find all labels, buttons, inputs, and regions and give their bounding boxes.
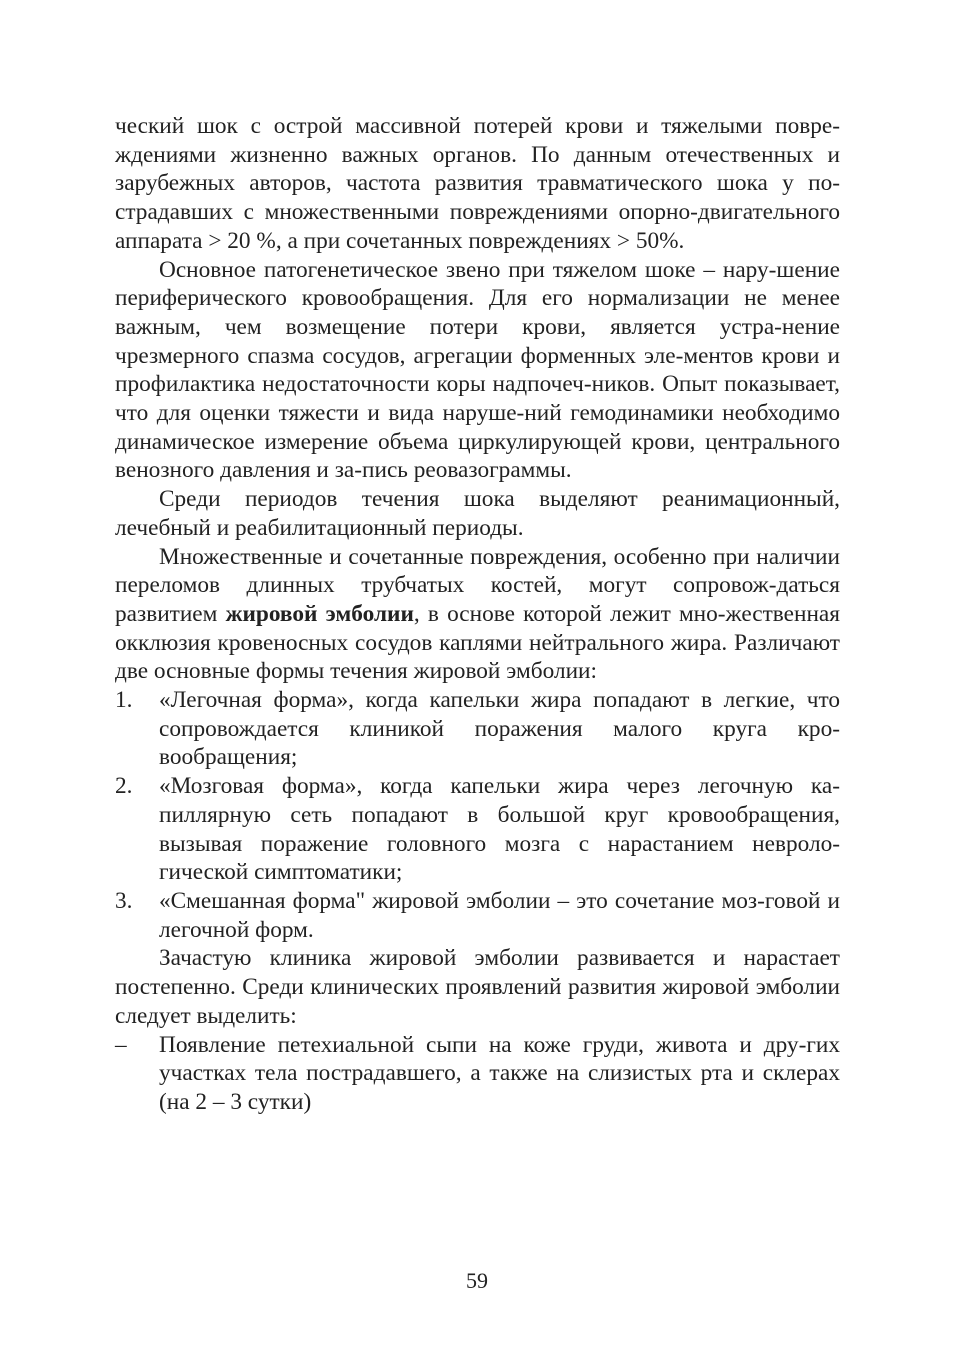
paragraph-1: ческий шок с острой массивной потерей крови и тяжелыми повре-ждениями жизненно важных органов. По данным отечественных и зарубежных авторов, частота развития травматического шока у по-страдавших с множественными повреждениями опорно-двигательного аппарата > 20 %, а при сочетанных повреждениях > 50%. [115, 113, 840, 254]
list-marker: 3. [115, 887, 133, 914]
list-item [115, 686, 840, 772]
dash-list [115, 1031, 840, 1117]
numbered-list [115, 686, 840, 944]
bold-term: жировой эмболии [225, 600, 414, 627]
list-item [115, 887, 840, 944]
paragraph-5: Зачастую клиника жировой эмболии развивается и нарастает постепенно. Среди клинических проявлений развития жировой эмболии следует выделить: [115, 945, 840, 1029]
list-marker: 1. [115, 687, 133, 714]
body-text [115, 112, 840, 1117]
paragraph-4-text-end: , в основе которой лежит мно-жественная окклюзия кровеносных сосудов каплями нейтрального жира. Различают две основные формы течения жировой эмболии: [115, 600, 840, 685]
list-item-text: «Мозговая форма», когда капельки жира через легочную ка-пиллярную сеть попадают в большой круг кровообращения, вызывая поражение головного мозга с нарастанием невроло-гической симптоматики; [159, 773, 840, 886]
list-item-text: Появление петехиальной сыпи на коже груди, живота и дру-гих участках тела пострадавшего, а также на слизистых рта и склерах (на 2 – 3 сутки) [159, 1031, 840, 1115]
dash-marker: – [115, 1031, 127, 1058]
list-item [115, 1031, 840, 1117]
paragraph-4 [115, 543, 840, 687]
list-marker: 2. [115, 773, 133, 800]
paragraph-3: Среди периодов течения шока выделяют реанимационный, лечебный и реабилитационный периоды. [115, 486, 840, 541]
page-number: 59 [466, 1268, 488, 1293]
paragraph-4-text-start: Множественные и сочетанные повреждения, особенно при наличии переломов длинных трубчатых костей, могут сопровож-даться развитием [115, 543, 840, 627]
list-item-text: «Легочная форма», когда капельки жира попадают в легкие, что сопровождается клиникой поражения малого круга кро-вообращения; [159, 687, 840, 771]
list-item [115, 772, 840, 887]
list-item-text: «Смешанная форма" жировой эмболии – это сочетание моз-говой и легочной форм. [159, 887, 840, 943]
paragraph-2: Основное патогенетическое звено при тяжелом шоке – нару-шение периферического кровообращения. Для его нормализации не менее важным, чем возмещение потери крови, является устра-нение чрезмерного спазма сосудов, агрегации форменных эле-ментов крови и профилактика недостаточности коры надпочеч-ников. Опыт показывает, что для оценки тяжести и вида наруше-ний гемодинамики необходимо динамическое измерение объема циркулирующей крови, центрального венозного давления и за-пись реовазограммы. [115, 256, 840, 484]
